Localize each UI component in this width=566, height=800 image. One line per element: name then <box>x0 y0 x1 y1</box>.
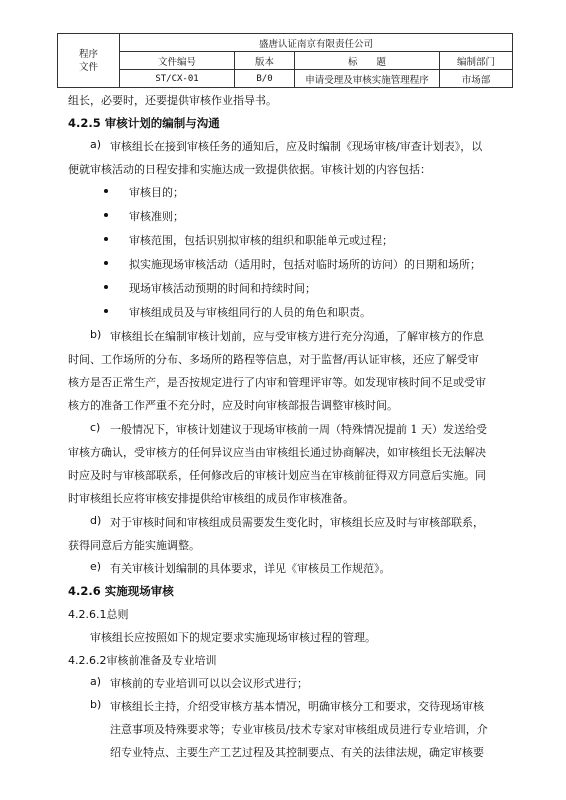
title-value: 申请受理及审核实施管理程序 <box>295 70 440 88</box>
item-c-line-1: 一般情况下，审核计划建议于现场审核前一周（特殊情况提前 1 天）发送给受 <box>110 423 487 436</box>
bullet-item: 现场审核活动预期的时间和持续时间； <box>129 282 316 295</box>
company-name: 盛唐认证南京有限责任公司 <box>120 34 513 52</box>
item-d-line-2: 获得同意后方能实施调整。 <box>68 539 200 552</box>
bullet-icon <box>104 261 108 265</box>
item-4-2-6-2-b-letter: b) <box>90 698 102 711</box>
subsection-title: 总则 <box>106 608 129 621</box>
col-header-file-number: 文件编号 <box>120 52 235 70</box>
version-value: B/0 <box>235 70 295 88</box>
item-b-letter: b) <box>90 328 102 341</box>
item-b-line-3: 核方是否正常生产，是否按规定进行了内审和管理评审等。如发现审核时间不足或受审 <box>68 376 486 389</box>
doc-type-label: 程序 文件 <box>78 48 98 73</box>
bullet-item: 审核准则； <box>129 210 184 223</box>
col-header-title: 标 题 <box>295 52 440 70</box>
section-4-2-6-heading <box>68 583 174 599</box>
subsection-number: 4.2.6.2 <box>68 654 107 667</box>
subsection-title: 审核前准备及专业培训 <box>106 654 217 667</box>
doc-type-cell <box>58 34 120 88</box>
bullet-icon <box>104 237 108 241</box>
item-a-line-1: 审核组长在接到审核任务的通知后，应及时编制《现场审核/审查计划表》，以 <box>110 140 483 153</box>
subsection-4-2-6-2-heading <box>68 652 216 668</box>
item-b-line-4: 核方的准备工作严重不充分时，应及时向审核部报告调整审核时间。 <box>68 399 398 412</box>
subsection-4-2-6-1-heading <box>68 606 128 622</box>
bullet-item: 拟实施现场审核活动（适用时，包括对临时场所的访问）的日期和场所； <box>129 258 481 271</box>
item-4-2-6-2-a-letter: a) <box>90 675 102 688</box>
item-e-letter: e) <box>90 560 102 573</box>
bullet-item: 审核范围，包括识别拟审核的组织和职能单元或过程； <box>129 234 393 247</box>
subsection-4-2-6-1-text: 审核组长应按照如下的规定要求实施现场审核过程的管理。 <box>90 631 376 644</box>
intro-line: 组长，必要时，还要提供审核作业指导书。 <box>68 94 277 107</box>
bullet-icon <box>104 285 108 289</box>
department-value: 市场部 <box>440 70 513 88</box>
item-4-2-6-2-b-line-3: 绍专业特点、主要生产工艺过程及其控制要点、有关的法律法规，确定审核要 <box>110 746 484 759</box>
bullet-icon <box>104 189 108 193</box>
item-d-letter: d) <box>90 514 102 527</box>
section-number: 4.2.5 <box>68 116 101 130</box>
subsection-number: 4.2.6.1 <box>68 608 107 621</box>
item-e-line-1: 有关审核计划编制的具体要求，详见《审核员工作规范》。 <box>110 562 391 575</box>
item-a-letter: a) <box>90 138 102 151</box>
section-title: 实施现场审核 <box>104 584 174 598</box>
bullet-item: 审核组成员及与审核组同行的人员的角色和职责。 <box>129 306 371 319</box>
item-c-line-3: 时应及时与审核部联系，任何修改后的审核计划应当在审核前征得双方同意后实施。同 <box>68 469 486 482</box>
item-c-line-2: 审核方确认，受审核方的任何异议应当由审核组长通过协商解决，如审核组长无法解决 <box>68 446 486 459</box>
bullet-icon <box>104 213 108 217</box>
section-4-2-5-heading <box>68 115 220 131</box>
item-c-line-4: 时审核组长应将审核安排提供给审核组的成员作审核准备。 <box>68 492 354 505</box>
section-number: 4.2.6 <box>68 584 101 598</box>
bullet-icon <box>104 309 108 313</box>
col-header-department: 编制部门 <box>440 52 513 70</box>
item-d-line-1: 对于审核时间和审核组成员需要发生变化时，审核组长应及时与审核部联系， <box>110 516 484 529</box>
item-4-2-6-2-a-text: 审核前的专业培训可以以会议形式进行； <box>110 677 308 690</box>
section-title: 审核计划的编制与沟通 <box>104 116 220 130</box>
item-a-line-2: 便就审核活动的日程安排和实施达成一致提供依据。审核计划的内容包括： <box>68 163 431 176</box>
col-header-version: 版本 <box>235 52 295 70</box>
item-b-line-1: 审核组长在编制审核计划前，应与受审核方进行充分沟通，了解审核方的作息 <box>110 330 484 343</box>
item-c-letter: c) <box>90 421 101 434</box>
item-4-2-6-2-b-line-2: 注意事项及特殊要求等；专业审核员/技术专家对审核组成员进行专业培训，介 <box>110 723 488 736</box>
document-header-table <box>57 33 513 88</box>
item-b-line-2: 时间、工作场所的分布、多场所的路程等信息，对于监督/再认证审核，还应了解受审 <box>68 353 479 366</box>
bullet-item: 审核目的； <box>129 186 184 199</box>
file-number-value: ST/CX-01 <box>120 70 235 88</box>
item-4-2-6-2-b-line-1: 审核组长主持，介绍受审核方基本情况，明确审核分工和要求，交待现场审核 <box>110 700 484 713</box>
